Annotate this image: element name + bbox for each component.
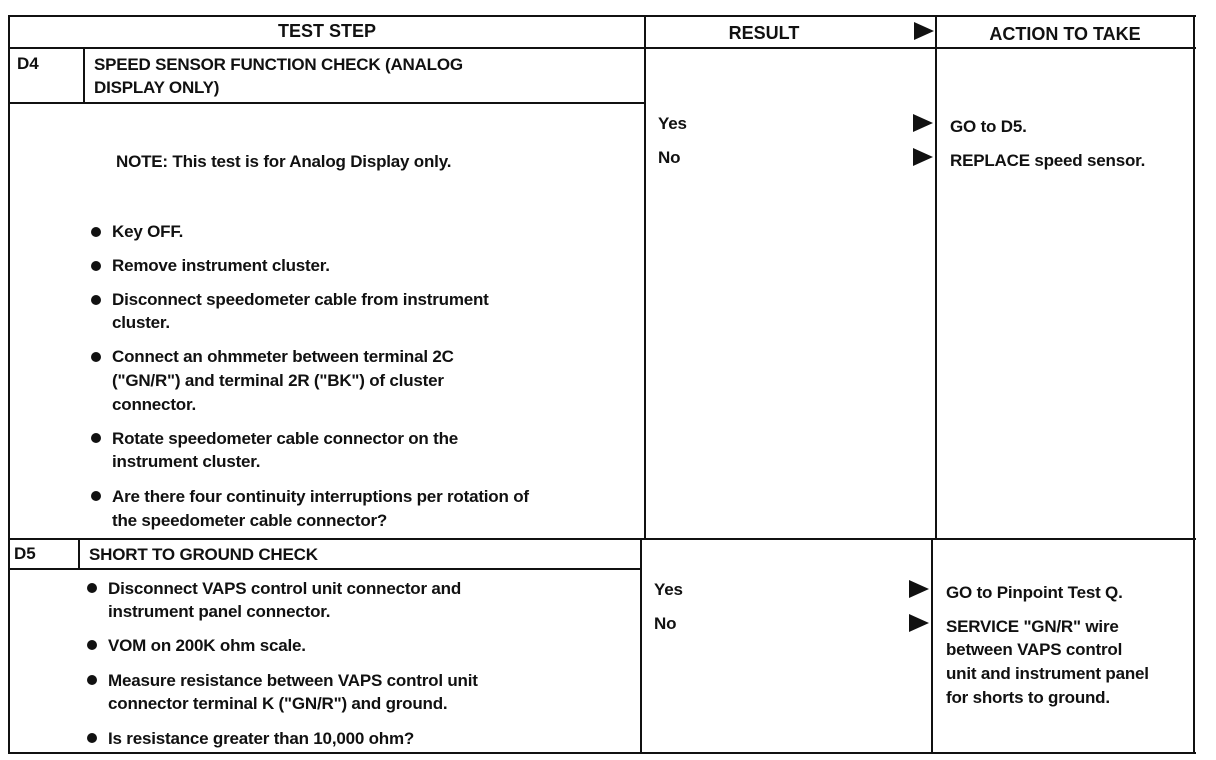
d5-step-line: VOM on 200K ohm scale. [108,636,306,655]
bullet-icon [87,733,97,743]
bullet-icon [91,227,101,237]
header-test-step: TEST STEP [277,21,376,41]
d5-step-line: Measure resistance between VAPS control unit [108,671,478,690]
bullet-icon [87,583,97,593]
d4-action-no: REPLACE speed sensor. [950,151,1146,170]
d4-result-yes: Yes [658,114,687,133]
bullet-icon [87,640,97,650]
bullet-icon [91,352,101,362]
d5-action-no-line: between VAPS control [946,640,1123,659]
d5-code-divider [78,538,80,570]
d4-step-line: ("GN/R") and terminal 2R ("BK") of cluster [112,371,444,390]
d5-step-line: connector terminal K ("GN/R") and ground. [108,694,448,713]
d5-yes-arrow-icon [909,580,929,598]
bullet-icon [91,261,101,271]
d5-step-line: Disconnect VAPS control unit connector and [108,579,462,598]
d4-yes-arrow-icon [913,114,933,132]
d5-action-no-line: unit and instrument panel [946,664,1149,683]
bullet-icon [87,675,97,685]
d4-step-line: Remove instrument cluster. [112,256,330,275]
d5-no-arrow-icon [909,614,929,632]
d4-no-arrow-icon [913,148,933,166]
header-action-to-take: ACTION TO TAKE [989,24,1141,44]
d4-step-line: Connect an ohmmeter between terminal 2C [112,347,454,366]
d5-action-yes: GO to Pinpoint Test Q. [946,583,1123,602]
d5-step-line: Is resistance greater than 10,000 ohm? [108,729,415,748]
action-column-left-border [935,15,937,540]
bullet-icon [91,433,101,443]
bullet-icon [91,295,101,305]
table-bottom-border [8,752,1196,754]
action-column-left-border-d5 [931,538,933,754]
header-bottom-border [8,47,1196,49]
d5-step-code: D5 [14,544,36,563]
d4-code-divider [83,47,85,104]
d4-step-line: Are there four continuity interruptions per rotation of [112,487,529,506]
d4-step-code: D4 [17,54,39,73]
d4-step-line: instrument cluster. [112,452,261,471]
result-column-left-border-d5 [640,538,642,754]
d4-result-no: No [658,148,681,167]
d4-step-line: cluster. [112,313,170,332]
d4-step-line: Rotate speedometer cable connector on the [112,429,459,448]
d4-step-line: Key OFF. [112,222,184,241]
d5-title-line: SHORT TO GROUND CHECK [89,545,318,564]
header-arrow-icon [914,22,934,40]
header-result: RESULT [728,23,800,43]
d4-d5-divider [8,538,1196,540]
bullet-icon [91,491,101,501]
d5-action-no-line: SERVICE "GN/R" wire [946,617,1119,636]
d4-title-line: DISPLAY ONLY) [94,78,220,97]
table-left-border [8,15,10,754]
table-top-border [8,15,1196,17]
d4-title-bottom-border [8,102,646,104]
d4-title-line: SPEED SENSOR FUNCTION CHECK (ANALOG [94,55,463,74]
d4-step-line: Disconnect speedometer cable from instrument [112,290,489,309]
d4-step-line: the speedometer cable connector? [112,511,388,530]
d4-note: NOTE: This test is for Analog Display only. [116,152,452,171]
d5-result-yes: Yes [654,580,683,599]
table-right-border [1193,15,1195,754]
d5-action-no-line: for shorts to ground. [946,688,1110,707]
d4-action-yes: GO to D5. [950,117,1027,136]
d5-result-no: No [654,614,677,633]
result-column-left-border [644,15,646,540]
d5-step-line: instrument panel connector. [108,602,331,621]
d5-title-bottom-border [8,568,642,570]
d4-step-line: connector. [112,395,196,414]
